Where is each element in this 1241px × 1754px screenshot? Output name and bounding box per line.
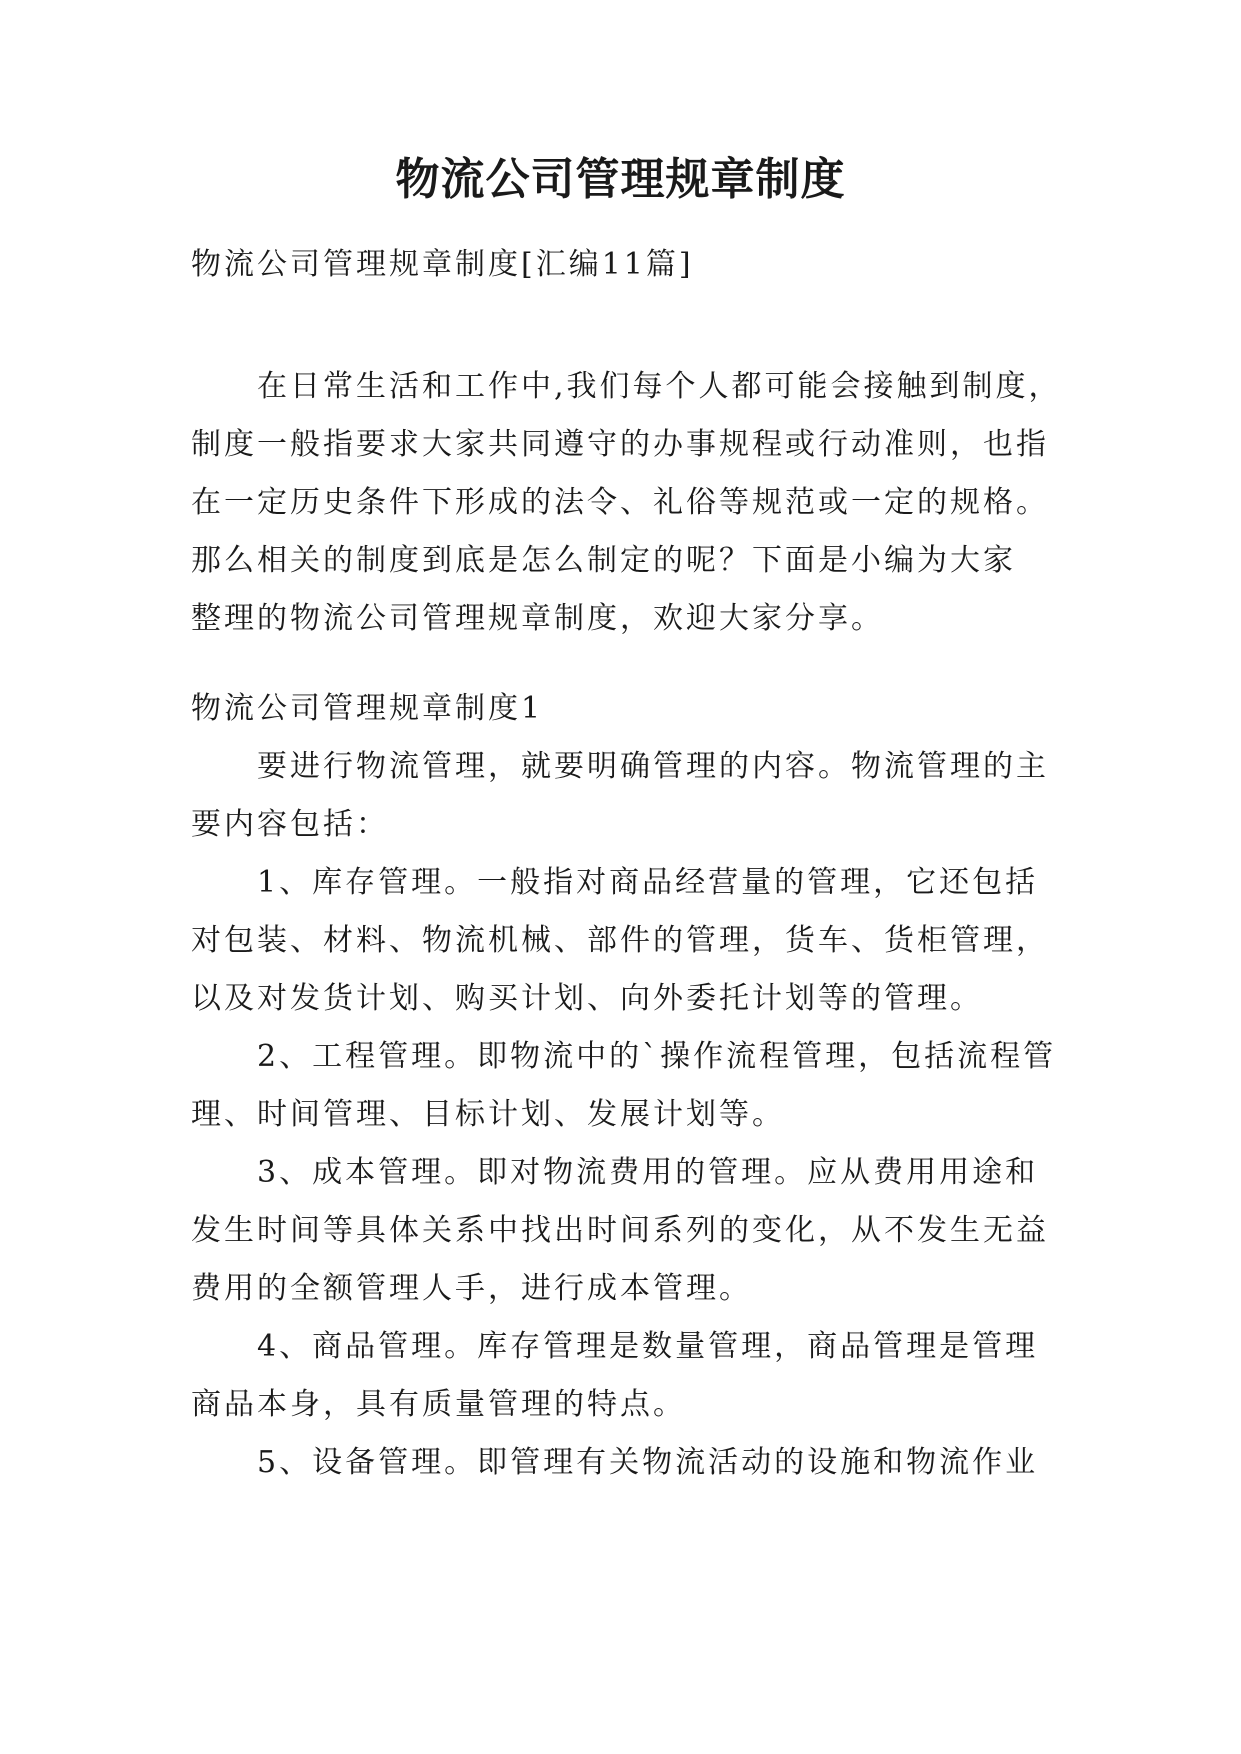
body-line: 要进行物流管理，就要明确管理的内容。物流管理的主 (257, 749, 1049, 784)
intro-line: 制度一般指要求大家共同遵守的办事规程或行动准则，也指 (191, 427, 1049, 462)
section-heading: 物流公司管理规章制度1 (191, 691, 544, 726)
body-line: 商品本身，具有质量管理的特点。 (191, 1387, 686, 1422)
body-line: 以及对发货计划、购买计划、向外委托计划等的管理。 (191, 981, 983, 1016)
body-line: 3、成本管理。即对物流费用的管理。应从费用用途和 (257, 1155, 1039, 1190)
body-line: 1、库存管理。一般指对商品经营量的管理，它还包括 (257, 865, 1039, 900)
intro-line: 在一定历史条件下形成的法令、礼俗等规范或一定的规格。 (191, 485, 1049, 520)
intro-paragraph (191, 358, 1071, 648)
intro-line: 整理的物流公司管理规章制度，欢迎大家分享。 (191, 601, 884, 636)
body-line: 对包装、材料、物流机械、部件的管理，货车、货柜管理， (191, 923, 1049, 958)
body-line: 理、时间管理、目标计划、发展计划等。 (191, 1097, 785, 1132)
intro-line: 那么相关的制度到底是怎么制定的呢？下面是小编为大家 (191, 543, 1016, 578)
body-line: 5、设备管理。即管理有关物流活动的设施和物流作业 (257, 1445, 1039, 1480)
body-line: 发生时间等具体关系中找出时间系列的变化，从不发生无益 (191, 1213, 1049, 1248)
intro-line: 在日常生活和工作中,我们每个人都可能会接触到制度， (257, 369, 1062, 404)
body-line: 要内容包括： (191, 807, 389, 842)
body-line: 费用的全额管理人手，进行成本管理。 (191, 1271, 752, 1306)
section-body (191, 738, 1071, 1492)
body-line: 4、商品管理。库存管理是数量管理，商品管理是管理 (257, 1329, 1039, 1364)
document-title: 物流公司管理规章制度 (395, 154, 846, 205)
body-line: 2、工程管理。即物流中的`操作流程管理，包括流程管 (257, 1039, 1057, 1074)
document-subtitle: 物流公司管理规章制度[汇编11篇] (191, 247, 694, 282)
